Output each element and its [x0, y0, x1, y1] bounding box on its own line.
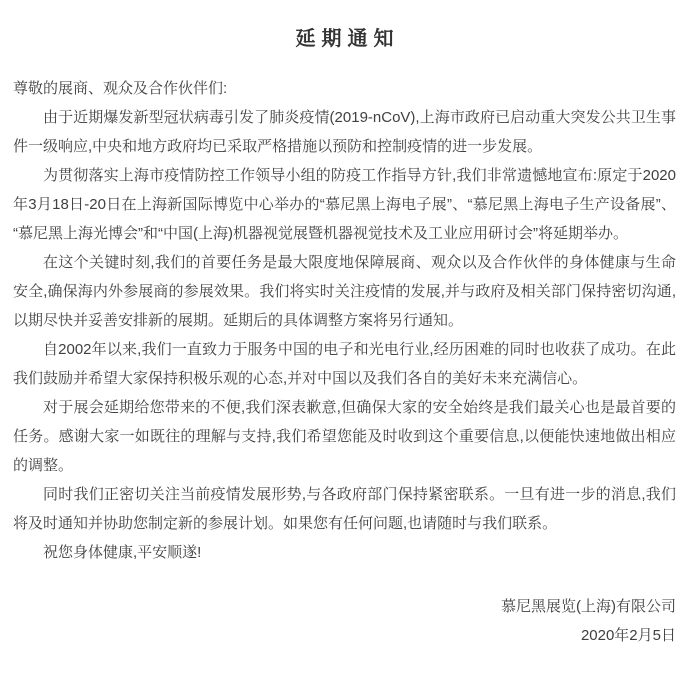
notice-paragraph-6: 同时我们正密切关注当前疫情发展形势,与各政府部门保持紧密联系。一旦有进一步的消息,我们将及时通知并协助您制定新的参展计划。如果您有任何问题,也请随时与我们联系。 — [13, 486, 676, 532]
signature-company: 慕尼黑展览(上海)有限公司 — [501, 598, 676, 615]
notice-body — [13, 74, 676, 567]
notice-paragraph-2: 为贯彻落实上海市疫情防控工作领导小组的防疫工作指导方针,我们非常遗憾地宣布:原定于2020年3月18日-20日在上海新国际博览中心举办的“慕尼黑上海电子展”、“慕尼黑上海电子生产设备展”、“慕尼黑上海光博会”和“中国(上海)机器视觉展暨机器视觉技术及工业应用研讨会”将延期举办。 — [13, 167, 676, 242]
signature-date: 2020年2月5日 — [580, 627, 676, 644]
notice-paragraph-5: 对于展会延期给您带来的不便,我们深表歉意,但确保大家的安全始终是我们最关心也是最首要的任务。感谢大家一如既往的理解与支持,我们希望您能及时收到这个重要信息,以便能快速地做出相应的调整。 — [13, 399, 676, 474]
signature-block — [13, 592, 676, 650]
notice-paragraph-1: 由于近期爆发新型冠状病毒引发了肺炎疫情(2019-nCoV),上海市政府已启动重大突发公共卫生事件一级响应,中央和地方政府均已采取严格措施以预防和控制疫情的进一步发展。 — [13, 109, 676, 155]
notice-paragraph-3: 在这个关键时刻,我们的首要任务是最大限度地保障展商、观众以及合作伙伴的身体健康与生命安全,确保海内外参展商的参展效果。我们将实时关注疫情的发展,并与政府及相关部门保持密切沟通,以期尽快并妥善安排新的展期。延期后的具体调整方案将另行通知。 — [13, 254, 676, 329]
notice-paragraph-4: 自2002年以来,我们一直致力于服务中国的电子和光电行业,经历困难的同时也收获了成功。在此我们鼓励并希望大家保持积极乐观的心态,并对中国以及我们各自的美好未来充满信心。 — [13, 341, 676, 387]
closing-wish: 祝您身体健康,平安顺遂! — [43, 544, 202, 561]
salutation: 尊敬的展商、观众及合作伙伴们: — [13, 80, 228, 97]
notice-title: 延期通知 — [295, 28, 400, 50]
